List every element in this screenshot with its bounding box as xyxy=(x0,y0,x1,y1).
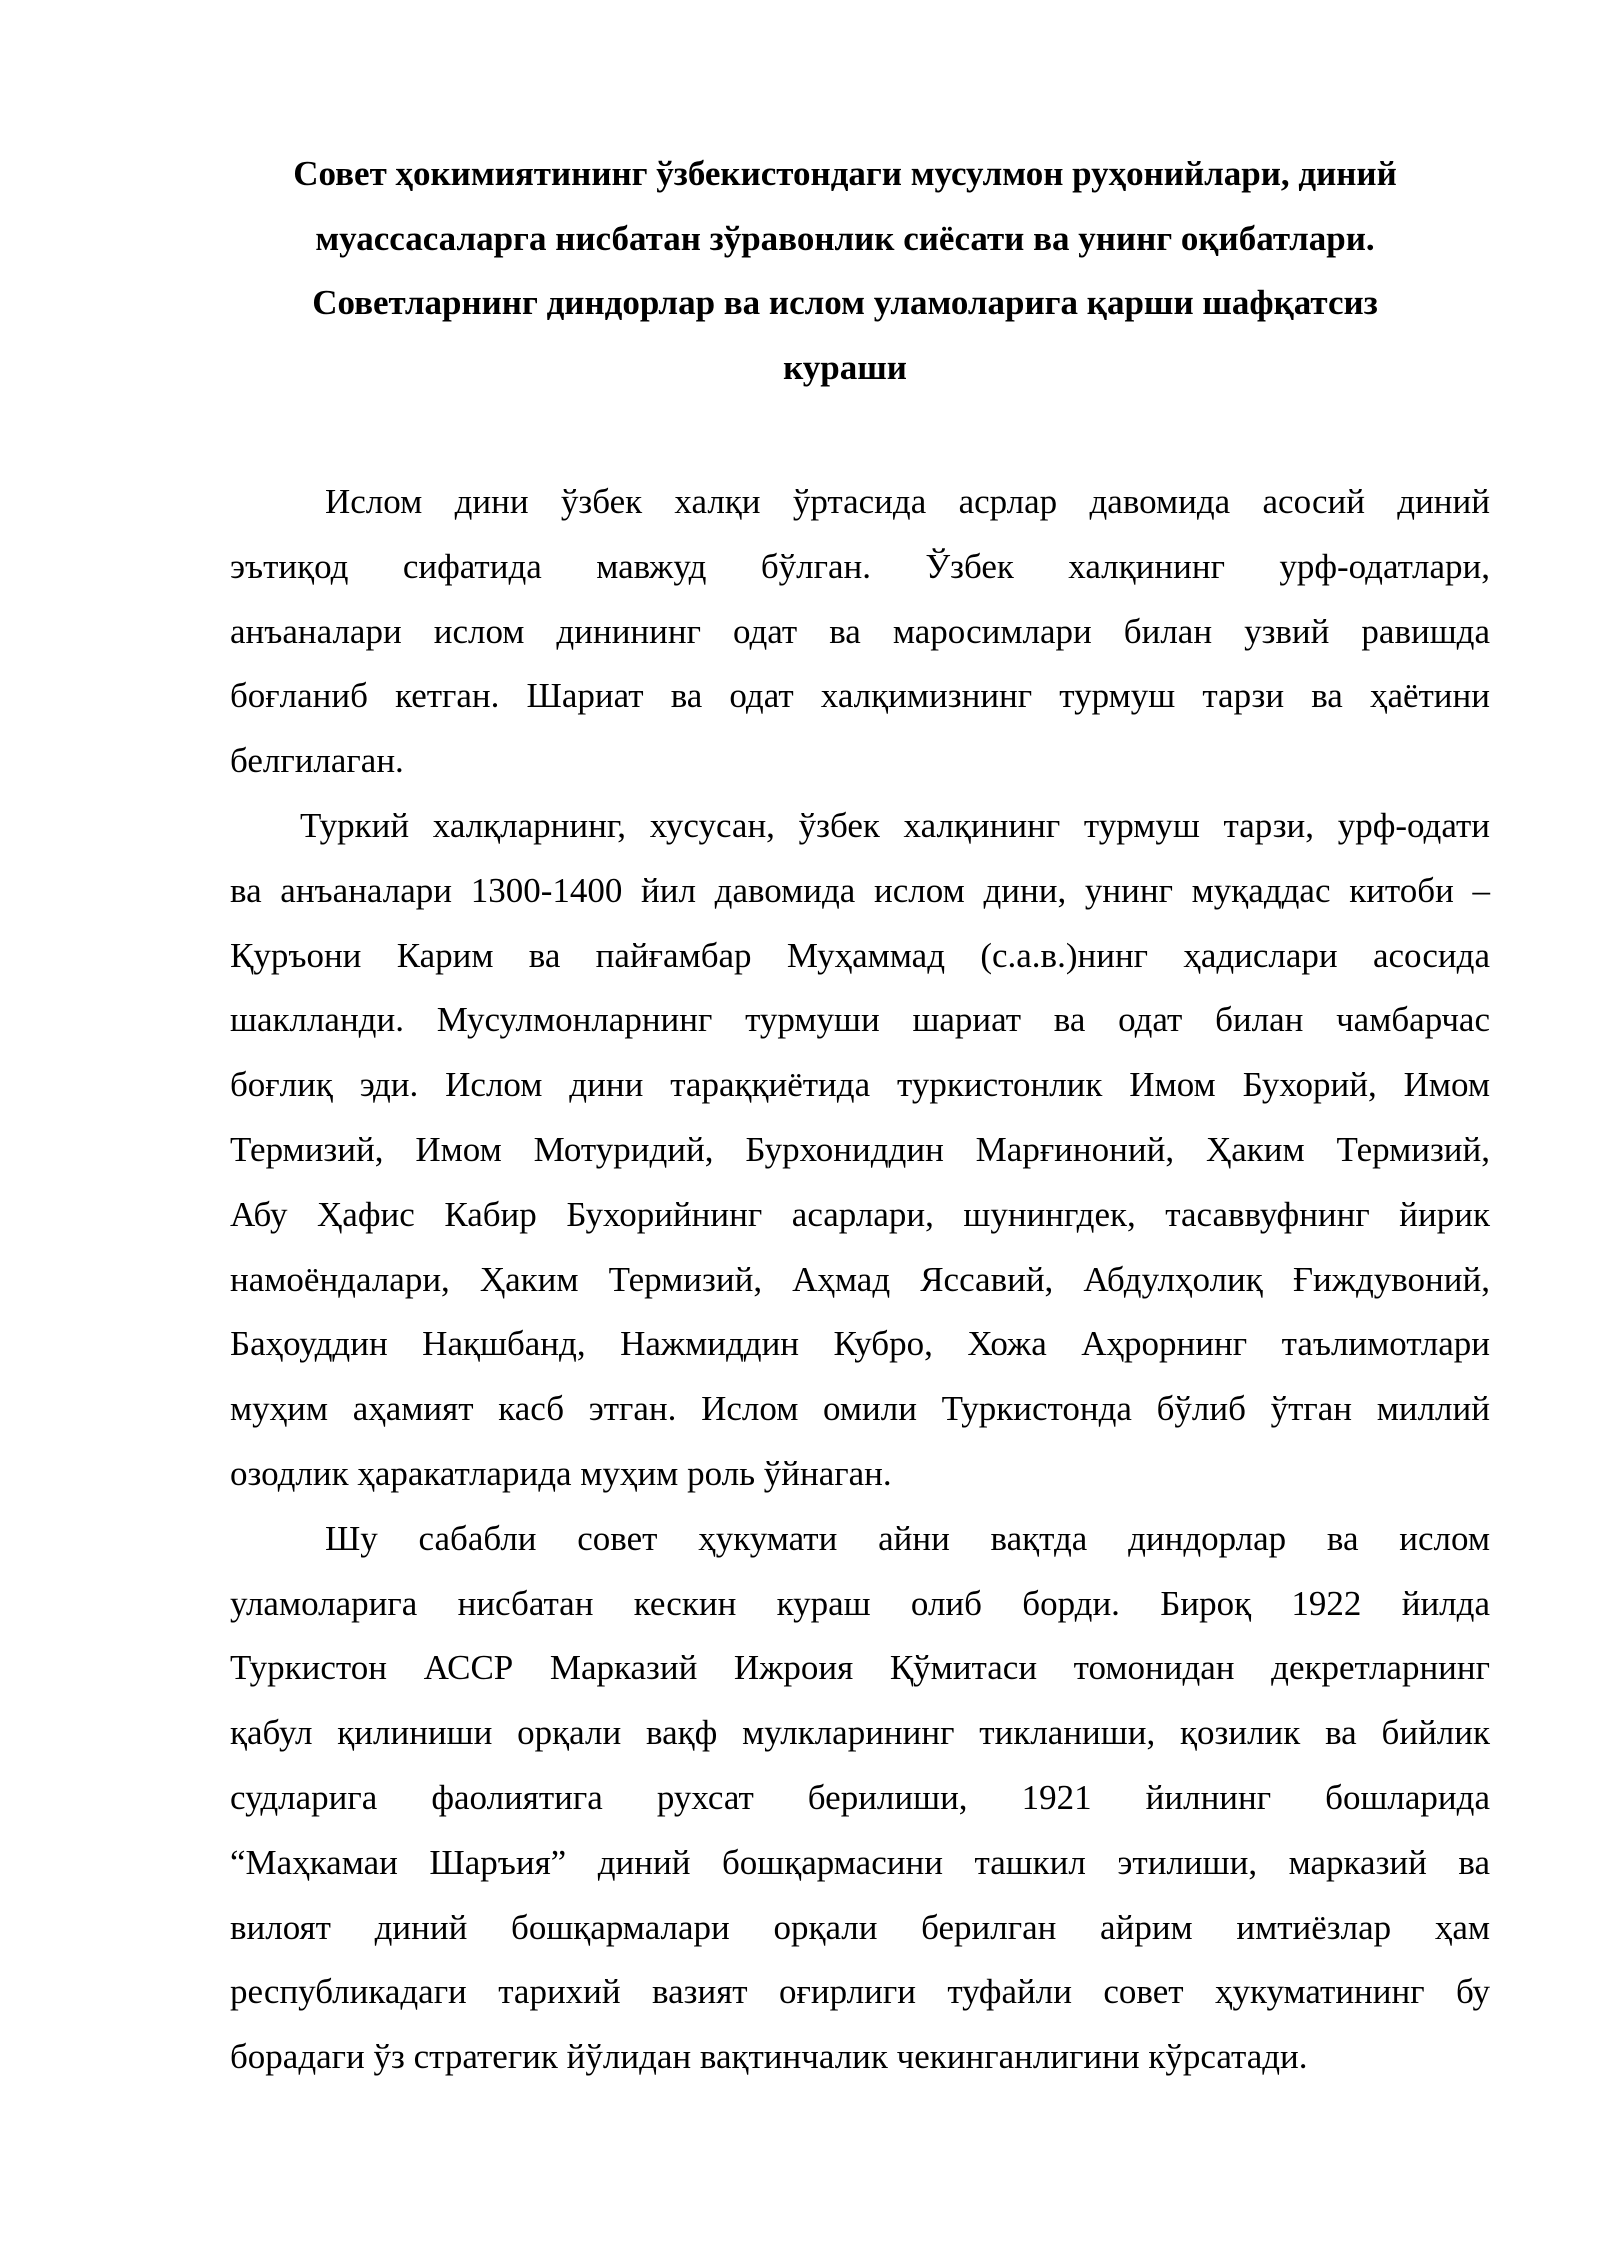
text-line: Туркий халқларнинг, хусусан, ўзбек халқининг турмуш тарзи, урф-одати xyxy=(300,805,1490,845)
text-line: Баҳоуддин Нақшбанд, Нажмиддин Кубро, Хожа Аҳрорнинг таълимотлари xyxy=(230,1324,1490,1364)
text-line: Ислом дини ўзбек халқи ўртасида асрлар давомида асосий диний xyxy=(325,482,1490,521)
text-line: намоёндалари, Ҳаким Термизий, Аҳмад Яссавий, Абдулҳолиқ Ғиждувоний, xyxy=(230,1259,1490,1299)
text-line: боғлиқ эди. Ислом дини тараққиётида туркистонлик Имом Бухорий, Имом xyxy=(230,1065,1490,1105)
text-line: шаклланди. Мусулмонларнинг турмуши шариат ва одат билан чамбарчас xyxy=(230,1000,1490,1040)
text-line: уламоларига нисбатан кескин кураш олиб борди. Бироқ 1922 йилда xyxy=(230,1583,1490,1623)
text-line: вилоят диний бошқармалари орқали берилган айрим имтиёзлар ҳам xyxy=(230,1907,1490,1947)
text-line: Термизий, Имом Мотуридий, Бурхониддин Марғиноний, Ҳаким Термизий, xyxy=(230,1129,1490,1169)
title-line: Совет ҳокимиятининг ўзбекистондаги мусулмон руҳонийлари, диний xyxy=(293,154,1397,193)
title-line: Советларнинг диндорлар ва ислом уламоларига қарши шафқатсиз xyxy=(312,283,1378,322)
text-line: борадаги ўз стратегик йўлидан вақтинчалик чекинганлигини кўрсатади. xyxy=(230,2037,1308,2077)
text-line: эътиқод сифатида мавжуд бўлган. Ўзбек халқининг урф-одатлари, xyxy=(230,546,1490,586)
text-line: Шу сабабли совет ҳукумати айни вақтда диндорлар ва ислом xyxy=(325,1518,1490,1558)
text-line: муҳим аҳамият касб этган. Ислом омили Туркистонда бўлиб ўтган миллий xyxy=(230,1389,1490,1429)
text-line: озодлик ҳаракатларида муҳим роль ўйнаган. xyxy=(230,1453,892,1493)
title-line: муассасаларга нисбатан зўравонлик сиёсати ва унинг оқибатлари. xyxy=(315,218,1375,258)
text-line: Қуръони Карим ва пайғамбар Муҳаммад (с.а.в.)нинг ҳадислари асосида xyxy=(230,935,1490,975)
title-line: кураши xyxy=(783,347,907,387)
text-line: боғланиб кетган. Шариат ва одат халқимизнинг турмуш тарзи ва ҳаётини xyxy=(230,676,1490,716)
text-line: “Маҳкамаи Шаръия” диний бошқармасини ташкил этилиши, марказий ва xyxy=(230,1842,1490,1882)
text-line: анъаналари ислом динининг одат ва маросимлари билан узвий равишда xyxy=(230,611,1490,651)
paragraph-2 xyxy=(230,794,1490,1507)
text-line: белгилаган. xyxy=(230,741,404,781)
paragraph-3 xyxy=(230,1507,1490,2090)
text-line: судларига фаолиятига рухсат берилиши, 1921 йилнинг бошларида xyxy=(230,1777,1490,1817)
document-body xyxy=(230,470,1490,2090)
text-line: қабул қилиниши орқали вақф мулкларининг тикланиши, қозилик ва бийлик xyxy=(230,1713,1490,1753)
text-line: Туркистон АССР Марказий Ижроия Қўмитаси томонидан декретларнинг xyxy=(230,1648,1490,1688)
paragraph-1 xyxy=(230,470,1490,794)
document-title xyxy=(230,142,1460,400)
text-line: республикадаги тарихий вазият оғирлиги туфайли совет ҳукуматининг бу xyxy=(230,1972,1490,2012)
text-line: Абу Ҳафис Кабир Бухорийнинг асарлари, шунингдек, тасаввуфнинг йирик xyxy=(230,1194,1490,1234)
text-line: ва анъаналари 1300-1400 йил давомида ислом дини, унинг муқаддас китоби – xyxy=(230,870,1490,910)
